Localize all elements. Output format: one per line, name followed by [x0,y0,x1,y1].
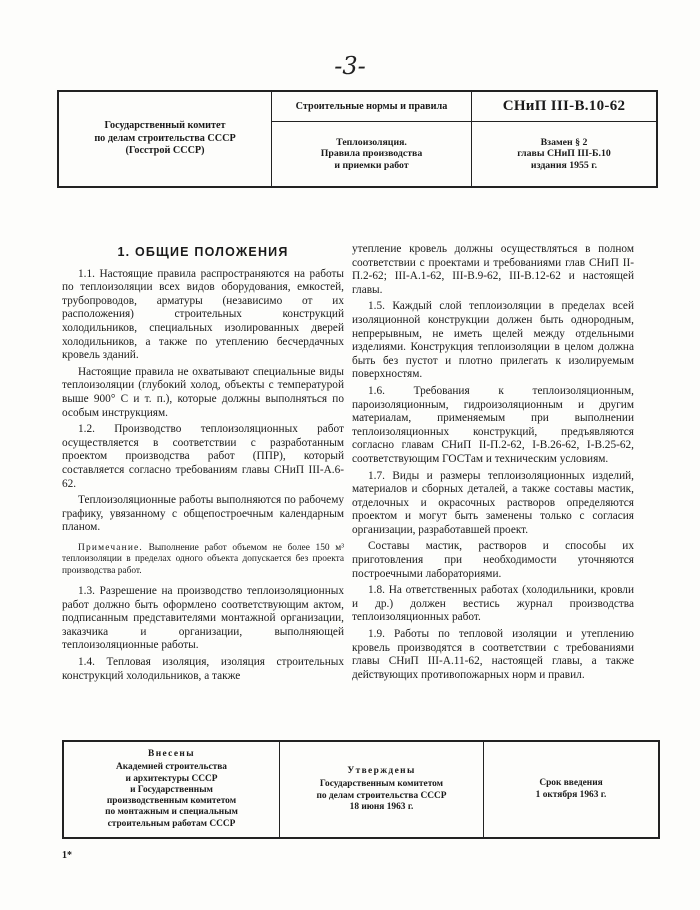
effective-date-cell [484,742,658,837]
paragraph-1-4-cont: утепление кровель должны осуществляться в полном соответствии с проектами и требованиями глав СНиП II-П.2-62; III-А.1-62, III-В.9-62, III-В.12-62 и настоящей главы. [352,243,634,296]
paragraph-1-6: 1.6. Требования к теплоизоляционным, пароизоляционным, гидроизоляционным и другим материалам, применяемым при выполнении теплоизоляционных конструкций, предъявляются согласно главам СНиП II-П.2-62, I-В.26-62, I-В.25-62, соответствующим ГОСТам и техническим условиям. [352,384,634,465]
note-label: Примечание. [78,542,143,553]
document-header-table [57,90,658,188]
header-right-cell [472,92,656,186]
paragraph-1-9: 1.9. Работы по тепловой изоляции и утеплению кровель производятся в соответствии с требованиями главы СНиП III-А.11-62, настоящей главы, а также действующих противопожарных норм и правил. [352,628,634,681]
right-text-column [352,243,634,685]
document-footer-table [62,740,660,839]
paragraph-1-1-cont: Настоящие правила не охватывают специальные виды теплоизоляции (глубокий холод, объекты с температурой выше 900° С и т. п.), которые должны выполняться по особым инструкциям. [62,365,344,419]
paragraph-1-8: 1.8. На ответственных работах (холодильники, кровли и др.) должен вестись журнал производства теплоизоляционных работ. [352,584,634,624]
section-title: 1. ОБЩИЕ ПОЛОЖЕНИЯ [117,245,289,259]
replaces-note: Взамен § 2 главы СНиП III-Б.10 издания 1955 г. [517,136,611,171]
norms-label: Строительные нормы и правила [272,92,471,122]
approved-by: Государственным комитетом по делам строительства СССР 18 июня 1963 г. [316,779,447,812]
submitted-by: Академией строительства и архитектуры СССР и Государственным производственным комитетом по монтажным и специальным строительным работам СССР [105,762,238,829]
submitted-heading: Внесены [148,749,195,760]
approved-cell [280,742,484,837]
footnote-mark: 1* [62,850,72,861]
committee-name: Государственный комитет по делам строительства СССР (Госстрой СССР) [59,92,272,186]
paragraph-1-2-cont: Теплоизоляционные работы выполняются по рабочему графику, увязанному с общепостроечным календарным планом. [62,494,344,534]
effective-date: Срок введения 1 октября 1963 г. [535,778,607,800]
approved-heading: Утверждены [347,766,416,777]
paragraph-1-7-cont: Составы мастик, растворов и способы их приготовления при необходимости уточняются построечными лабораториями. [352,540,634,580]
page-number: -3- [334,52,366,80]
paragraph-1-7: 1.7. Виды и размеры теплоизоляционных изделий, материалов и сборных деталей, а также составы мастик, отделочных и окрасочных растворов определяются проектом и могут быть заменены только с согласия организации, разработавшей проект. [352,469,634,536]
paragraph-1-1: 1.1. Настоящие правила распространяются на работы по теплоизоляции всех видов оборудования, емкостей, трубопроводов, арматуры (независимо от их расположения) строительных конструкций холодильников, специальных изолированных дверей холодильников, а также по утеплению бесчердачных кровель зданий. [62,267,344,362]
document-code: СНиП III-В.10-62 [472,92,656,122]
note-text: Выполнение работ объемом не более 150 м³ теплоизоляции в пределах одного объекта допускается без проекта производства работ. [62,542,345,576]
paragraph-1-4: 1.4. Тепловая изоляция, изоляция строительных конструкций холодильников, а также [62,656,344,682]
note [62,543,344,577]
header-middle-cell [272,92,472,186]
submitted-cell [64,742,280,837]
paragraph-1-3: 1.3. Разрешение на производство теплоизоляционных работ должно быть оформлено соответствующим актом, подписанным представителями монтажной организации, заказчика и организации, выполняющей теплоизоляционные работы. [62,585,344,652]
paragraph-1-2: 1.2. Производство теплоизоляционных работ осуществляется в соответствии с разработанным проектом производства работ (ППР), который составляется согласно требованиям главы СНиП III-А.6-62. [62,423,344,490]
paragraph-1-5: 1.5. Каждый слой теплоизоляции в пределах всей изоляционной конструкции должен быть однородным, непрерывным, не иметь щелей между отдельными изделиями. Конструкция теплоизоляции в целом должна быть без пустот и плотно прилегать к изолируемым поверхностям. [352,300,634,381]
document-title: Теплоизоляция. Правила производства и приемки работ [320,136,423,171]
left-text-column [62,246,344,686]
